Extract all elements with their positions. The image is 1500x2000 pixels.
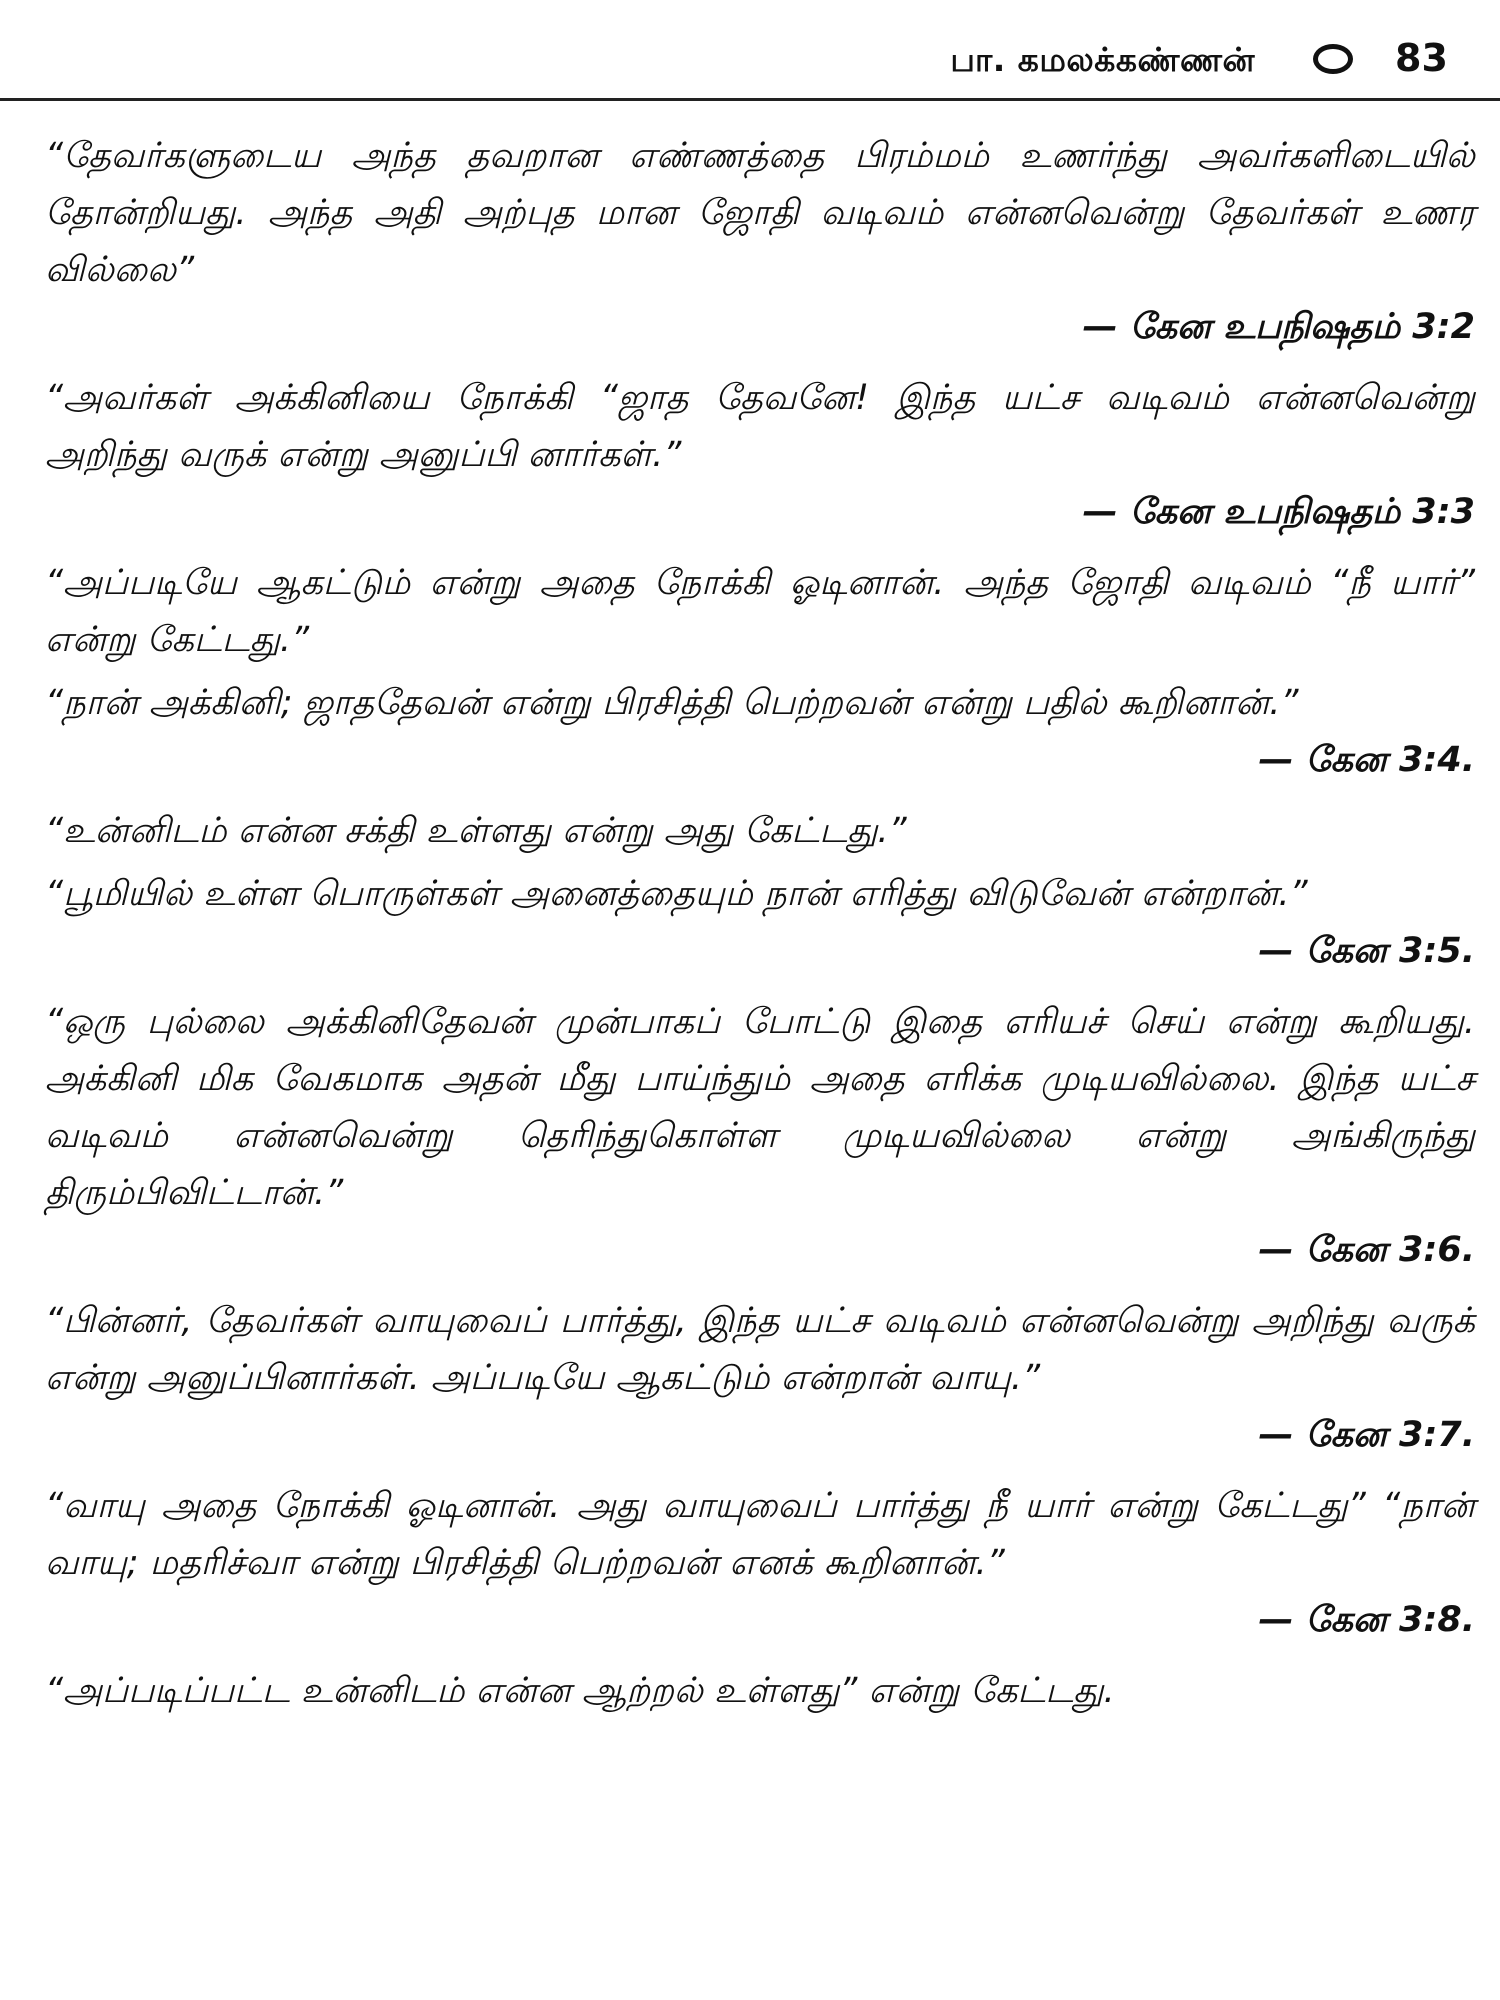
header-rule <box>0 98 1500 101</box>
citation: — கேன உபநிஷதம் 3:2 <box>1082 307 1475 347</box>
quote-paragraph: “அப்படியே ஆகட்டும் என்று அதை நோக்கி ஓடினான். அந்த ஜோதி வடிவம் “நீ யார்” என்று கேட்டது.” <box>45 563 1475 660</box>
quote-paragraph: “பின்னர், தேவர்கள் வாயுவைப் பார்த்து, இந்த யட்ச வடிவம் என்னவென்று அறிந்து வருக் என்று அனுப்பினார்கள். அப்படியே ஆகட்டும் என்றான் வாயு.” <box>45 1301 1475 1398</box>
citation: — கேன 3:7. <box>1258 1415 1475 1455</box>
quote-paragraph: “அப்படிப்பட்ட உன்னிடம் என்ன ஆற்றல் உள்ளது” என்று கேட்டது. <box>45 1671 1115 1711</box>
page-number: 83 <box>1395 36 1448 80</box>
quote-paragraph: “அவர்கள் அக்கினியை நோக்கி “ஜாத தேவனே! இந்த யட்ச வடிவம் என்னவென்று அறிந்து வருக் என்று அனுப்பி னார்கள்.” <box>45 378 1475 475</box>
page-body <box>45 128 1475 1720</box>
citation: — கேன 3:8. <box>1258 1600 1475 1640</box>
running-header <box>0 22 1500 102</box>
citation: — கேன 3:5. <box>1258 931 1475 971</box>
citation: — கேன 3:4. <box>1258 740 1475 780</box>
circle-ornament-icon <box>1313 44 1353 74</box>
quote-paragraph: “ஒரு புல்லை அக்கினிதேவன் முன்பாகப் போட்டு இதை எரியச் செய் என்று கூறியது. அக்கினி மிக வேகமாக அதன் மீது பாய்ந்தும் அதை எரிக்க முடியவில்லை. இந்த யட்ச வடிவம் என்னவென்று தெரிந்துகொள்ள முடியவில்லை என்று அங்கிருந்து திரும்பிவிட்டான்.” <box>45 1002 1475 1213</box>
header-author: பா. கமலக்கண்ணன் <box>950 40 1255 79</box>
citation: — கேன உபநிஷதம் 3:3 <box>1082 492 1475 532</box>
quote-paragraph: “தேவர்களுடைய அந்த தவறான எண்ணத்தை பிரம்மம் உணர்ந்து அவர்களிடையில் தோன்றியது. அந்த அதி அற்புத மான ஜோதி வடிவம் என்னவென்று தேவர்கள் உணர வில்லை” <box>45 136 1475 290</box>
quote-paragraph: “வாயு அதை நோக்கி ஓடினான். அது வாயுவைப் பார்த்து நீ யார் என்று கேட்டது” “நான் வாயு; மதரிச்வா என்று பிரசித்தி பெற்றவன் எனக் கூறினான்.” <box>45 1486 1475 1583</box>
quote-paragraph: “பூமியில் உள்ள பொருள்கள் அனைத்தையும் நான் எரித்து விடுவேன் என்றான்.” <box>45 874 1308 914</box>
citation: — கேன 3:6. <box>1258 1230 1475 1270</box>
quote-paragraph: “நான் அக்கினி; ஜாததேவன் என்று பிரசித்தி பெற்றவன் என்று பதில் கூறினான்.” <box>45 683 1299 723</box>
quote-paragraph: “உன்னிடம் என்ன சக்தி உள்ளது என்று அது கேட்டது.” <box>45 811 907 851</box>
